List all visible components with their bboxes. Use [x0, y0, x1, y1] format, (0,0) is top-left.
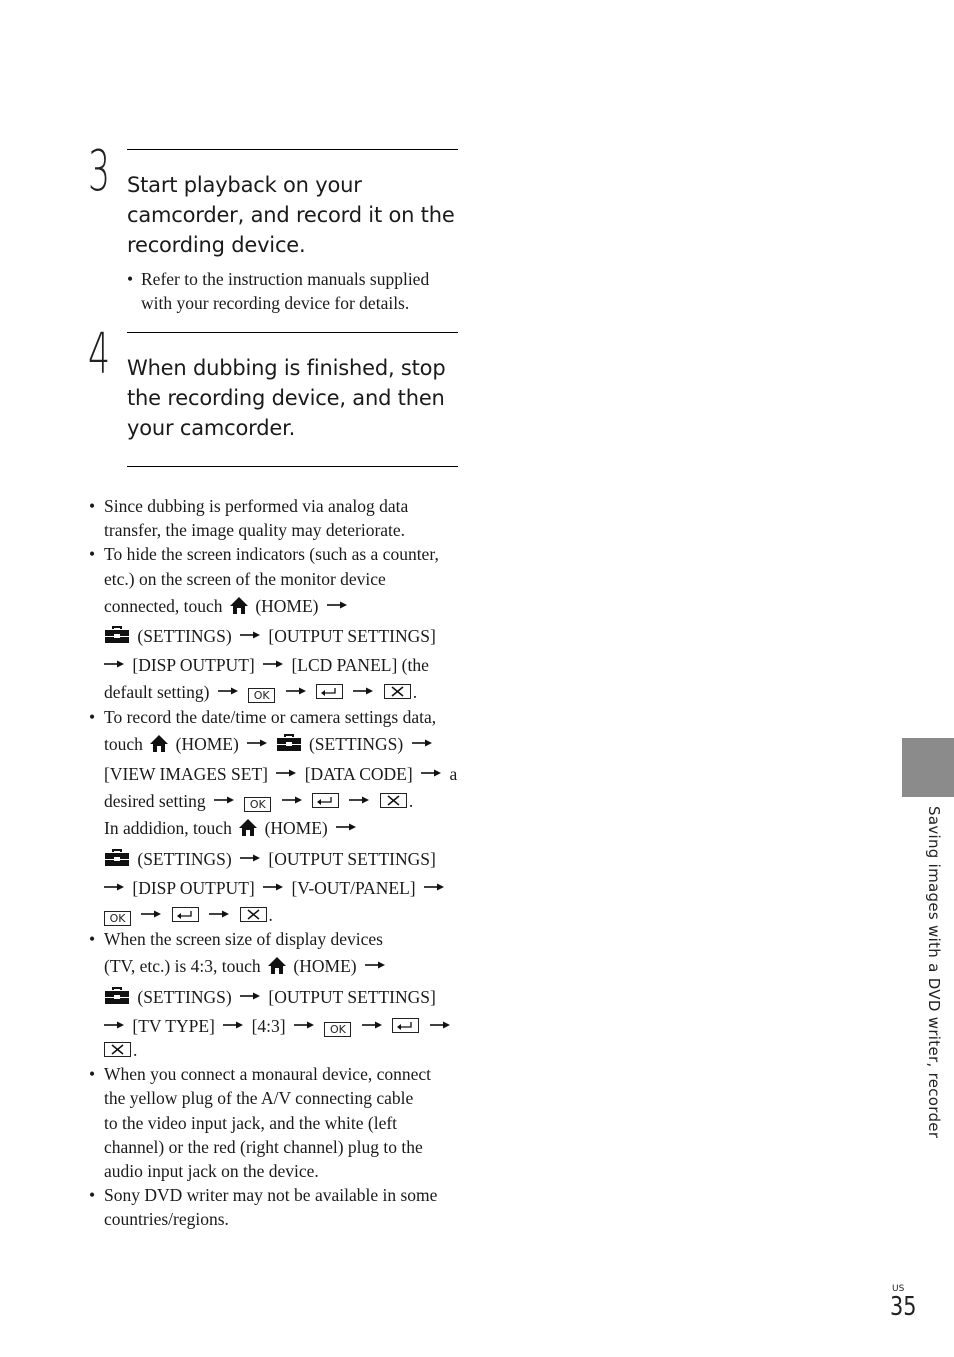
- step-4-number: 4: [88, 322, 111, 387]
- view-images-set-label: [VIEW IMAGES SET]: [104, 764, 268, 785]
- settings-label: (SETTINGS): [137, 986, 232, 1007]
- right-arrow-icon: [247, 729, 267, 753]
- ok-button-icon: OK: [324, 1022, 351, 1037]
- note-text: default setting): [104, 682, 210, 703]
- heading-line: When dubbing is finished, stop: [127, 356, 446, 380]
- right-arrow-icon: [104, 1011, 124, 1035]
- note-line: Sony DVD writer may not be available in some: [104, 1185, 438, 1206]
- ratio-label: [4:3]: [251, 1015, 286, 1036]
- note-line: to the video input jack, and the white (left: [104, 1112, 398, 1133]
- tv-type-label: [TV TYPE]: [132, 1015, 215, 1036]
- note-line: [104, 759, 461, 786]
- home-label: (HOME): [264, 818, 328, 839]
- close-icon: [380, 793, 407, 808]
- toolbox-icon: [104, 987, 130, 1011]
- return-icon: [172, 907, 199, 922]
- ok-button-icon: OK: [104, 911, 131, 926]
- note-line: [104, 677, 461, 704]
- right-arrow-icon: [286, 677, 306, 701]
- note-text: a: [449, 764, 458, 785]
- right-arrow-icon: [276, 759, 296, 783]
- right-arrow-icon: [430, 1011, 450, 1035]
- home-icon: [267, 956, 287, 981]
- bullet: •: [89, 496, 96, 516]
- note-line: Refer to the instruction manuals supplied: [141, 269, 430, 289]
- home-icon: [149, 734, 169, 759]
- settings-label: (SETTINGS): [308, 733, 404, 754]
- note-text: (TV, etc.) is 4:3, touch: [104, 956, 261, 977]
- section-tab-marker: [902, 738, 954, 797]
- period: .: [412, 682, 418, 703]
- step-3-note: [127, 267, 462, 315]
- note-line: [104, 621, 461, 650]
- section-tab-label: Saving images with a DVD writer, recorder: [925, 806, 943, 1139]
- note-line: countries/regions.: [104, 1209, 229, 1230]
- ok-button-icon: OK: [248, 688, 275, 703]
- note-item: [89, 1183, 461, 1231]
- note-line: [104, 951, 461, 981]
- right-arrow-icon: [240, 844, 260, 868]
- steps-bottom-rule: [127, 466, 458, 467]
- right-arrow-icon: [104, 650, 124, 674]
- right-arrow-icon: [336, 813, 356, 837]
- home-icon: [229, 596, 249, 621]
- note-text: connected, touch: [104, 595, 223, 616]
- note-line: transfer, the image quality may deteriorate.: [104, 520, 406, 541]
- note-line: etc.) on the screen of the monitor device: [104, 568, 386, 589]
- period: .: [268, 905, 273, 926]
- note-line: [104, 1038, 461, 1062]
- heading-line: camcorder, and record it on the: [127, 203, 455, 227]
- right-arrow-icon: [349, 786, 369, 810]
- right-arrow-icon: [240, 621, 260, 645]
- note-item: [89, 927, 461, 1062]
- note-line: To hide the screen indicators (such as a counter,: [104, 544, 439, 565]
- bullet: •: [127, 269, 134, 289]
- note-line: [104, 813, 461, 843]
- settings-label: (SETTINGS): [137, 848, 232, 869]
- ok-button-icon: OK: [244, 797, 271, 812]
- note-line: [104, 900, 461, 927]
- note-line: the yellow plug of the A/V connecting cable: [104, 1088, 414, 1109]
- lcd-panel-label: [LCD PANEL] (the: [291, 655, 429, 676]
- right-arrow-icon: [362, 1011, 382, 1035]
- right-arrow-icon: [421, 759, 441, 783]
- right-arrow-icon: [263, 873, 283, 897]
- step-3-top-rule: [127, 149, 458, 150]
- right-arrow-icon: [263, 650, 283, 674]
- toolbox-icon: [104, 849, 130, 873]
- bullet: •: [89, 1064, 96, 1085]
- period: .: [133, 1040, 138, 1061]
- output-settings-label: [OUTPUT SETTINGS]: [268, 986, 436, 1007]
- home-icon: [238, 818, 258, 843]
- disp-output-label: [DISP OUTPUT]: [132, 877, 255, 898]
- step-4-heading: [127, 353, 467, 443]
- right-arrow-icon: [327, 591, 347, 615]
- right-arrow-icon: [209, 900, 229, 924]
- heading-line: the recording device, and then: [127, 386, 445, 410]
- note-item: [89, 542, 461, 704]
- heading-line: your camcorder.: [127, 416, 296, 440]
- return-icon: [316, 684, 343, 699]
- notes-list: [89, 494, 461, 1232]
- close-icon: [240, 907, 267, 922]
- heading-line: Start playback on your: [127, 173, 362, 197]
- note-line: [104, 844, 461, 873]
- right-arrow-icon: [223, 1011, 243, 1035]
- return-icon: [392, 1018, 419, 1033]
- step-3-heading: [127, 170, 467, 260]
- right-arrow-icon: [240, 982, 260, 1006]
- right-arrow-icon: [104, 873, 124, 897]
- home-label: (HOME): [293, 956, 357, 977]
- note-line: with your recording device for details.: [141, 293, 410, 314]
- right-arrow-icon: [214, 786, 234, 810]
- toolbox-icon: [276, 734, 302, 758]
- data-code-label: [DATA CODE]: [304, 764, 413, 785]
- right-arrow-icon: [218, 677, 238, 701]
- note-item: [89, 494, 461, 542]
- step-3-number: 3: [88, 139, 111, 204]
- right-arrow-icon: [365, 951, 385, 975]
- note-line: [104, 1011, 461, 1038]
- note-line: [104, 786, 461, 813]
- note-line: [104, 873, 461, 900]
- note-text: desired setting: [104, 791, 206, 812]
- step-4-top-rule: [127, 332, 458, 333]
- note-line: channel) or the red (right channel) plug to the: [104, 1136, 423, 1157]
- note-line: To record the date/time or camera settings data,: [104, 706, 437, 727]
- note-line: Since dubbing is performed via analog data: [104, 496, 409, 516]
- note-line: When you connect a monaural device, connect: [104, 1064, 432, 1085]
- heading-line: recording device.: [127, 233, 306, 257]
- note-line: [104, 650, 461, 677]
- right-arrow-icon: [294, 1011, 314, 1035]
- bullet: •: [89, 544, 96, 565]
- period: .: [408, 791, 414, 812]
- right-arrow-icon: [412, 729, 432, 753]
- page-number: 35: [890, 1292, 917, 1322]
- region-code: US: [892, 1284, 905, 1294]
- note-line: [104, 591, 461, 621]
- output-settings-label: [OUTPUT SETTINGS]: [268, 848, 436, 869]
- close-icon: [384, 684, 411, 699]
- note-line: [104, 729, 461, 759]
- note-line: [104, 982, 461, 1011]
- toolbox-icon: [104, 626, 130, 650]
- note-item: [89, 705, 461, 928]
- bullet: •: [89, 929, 96, 950]
- close-icon: [104, 1042, 131, 1057]
- v-out-panel-label: [V-OUT/PANEL]: [291, 877, 416, 898]
- settings-label: (SETTINGS): [137, 626, 232, 647]
- bullet: •: [89, 706, 96, 727]
- bullet: •: [89, 1185, 96, 1206]
- right-arrow-icon: [282, 786, 302, 810]
- note-line: When the screen size of display devices: [104, 929, 383, 950]
- output-settings-label: [OUTPUT SETTINGS]: [268, 626, 436, 647]
- home-label: (HOME): [175, 733, 239, 754]
- note-line: audio input jack on the device.: [104, 1161, 319, 1182]
- note-text: In addidion, touch: [104, 818, 232, 839]
- right-arrow-icon: [424, 873, 444, 897]
- disp-output-label: [DISP OUTPUT]: [132, 655, 255, 676]
- home-label: (HOME): [255, 595, 319, 616]
- return-icon: [312, 793, 339, 808]
- right-arrow-icon: [353, 677, 373, 701]
- note-text: touch: [104, 733, 143, 754]
- right-arrow-icon: [141, 900, 161, 924]
- note-item: [89, 1062, 461, 1183]
